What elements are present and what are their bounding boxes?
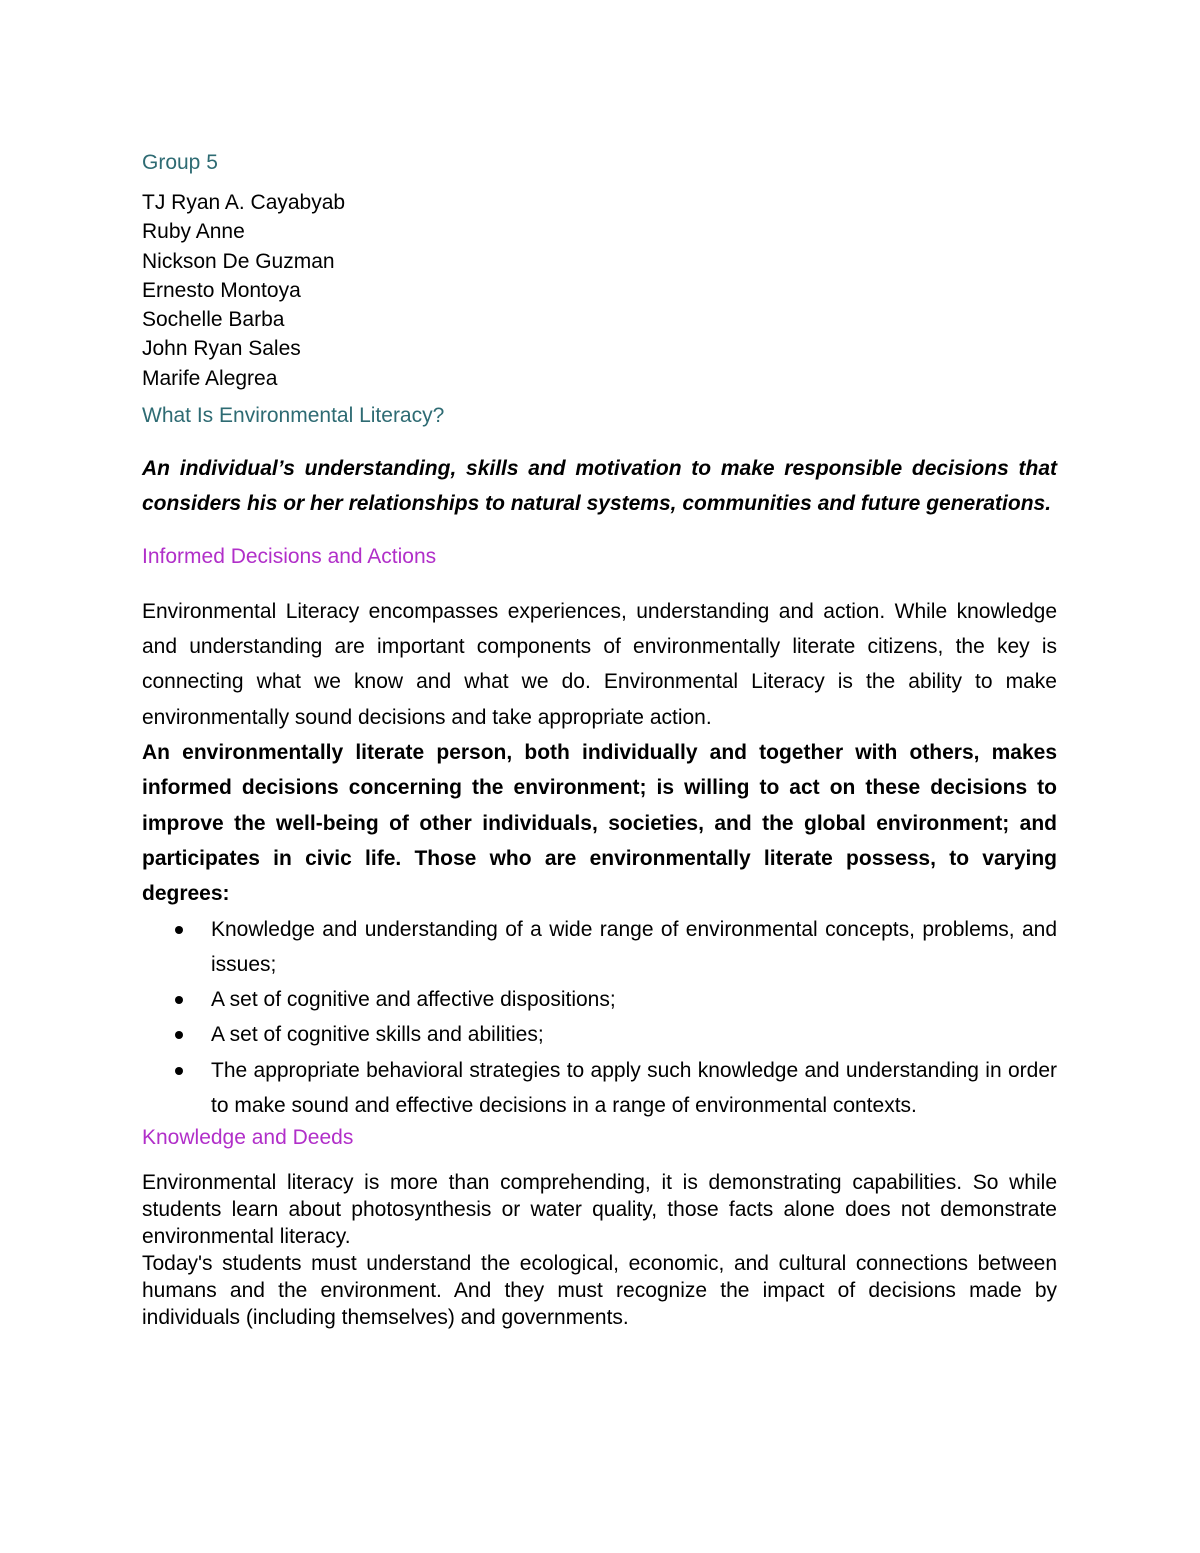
bullet-icon [175,1067,183,1075]
list-item [142,912,1057,983]
bullet-icon [175,926,183,934]
literate-person-paragraph: An environmentally literate person, both individually and together with others, makes informed decisions concerning the environment; is willing to act on these decisions to improve the well-being of other individuals, societies, and the global environment; and participates in civic life. Those who are environmentally literate possess, to varying degrees: [142,741,1057,906]
knowledge-deeds-paragraph-1: Environmental literacy is more than comprehending, it is demonstrating capabilities. So while students learn about photosynthesis or water quality, those facts alone does not demonstrate environmental literacy. [142,1171,1057,1249]
list-item-text: Knowledge and understanding of a wide range of environmental concepts, problems, and issues; [211,917,1057,976]
list-item-text: A set of cognitive skills and abilities; [211,1023,544,1047]
knowledge-deeds-paragraph-2: Today's students must understand the ecological, economic, and cultural connections between humans and the environment. And they must recognize the impact of decisions made by individuals (including themselves) and governments. [142,1252,1057,1330]
definition-paragraph: An individual’s understanding, skills and motivation to make responsible decisions that considers his or her relationships to natural systems, communities and future generations. [142,457,1057,516]
section-heading-what-is: What Is Environmental Literacy? [142,404,445,428]
member-name: TJ Ryan A. Cayabyab [142,191,346,214]
member-name: Nickson De Guzman [142,249,335,273]
member-name: Ernesto Montoya [142,278,301,302]
member-name: John Ryan Sales [142,337,301,361]
member-name: Sochelle Barba [142,308,285,332]
informed-decisions-paragraph: Environmental Literacy encompasses experiences, understanding and action. While knowledge and understanding are important components of environmentally literate citizens, the key is connecting what we know and what we do. Environmental Literacy is the ability to make environmentally sound decisions and take appropriate action. [142,599,1057,729]
dispositions-list [142,912,1057,1124]
section-heading-knowledge-deeds: Knowledge and Deeds [142,1126,354,1150]
bullet-icon [175,996,183,1004]
member-list [142,188,1057,393]
list-item-text: The appropriate behavioral strategies to apply such knowledge and understanding in order to make sound and effective decisions in a range of environmental contexts. [211,1058,1057,1118]
list-item [142,1053,1057,1124]
list-item-text: A set of cognitive and affective dispositions; [211,988,616,1012]
list-item [142,982,1057,1017]
member-name: Marife Alegrea [142,366,278,390]
bullet-icon [175,1031,183,1039]
document-page [142,148,1057,1331]
group-heading: Group 5 [142,151,218,174]
member-name: Ruby Anne [142,220,245,244]
section-heading-informed-decisions: Informed Decisions and Actions [142,544,437,568]
list-item [142,1017,1057,1052]
